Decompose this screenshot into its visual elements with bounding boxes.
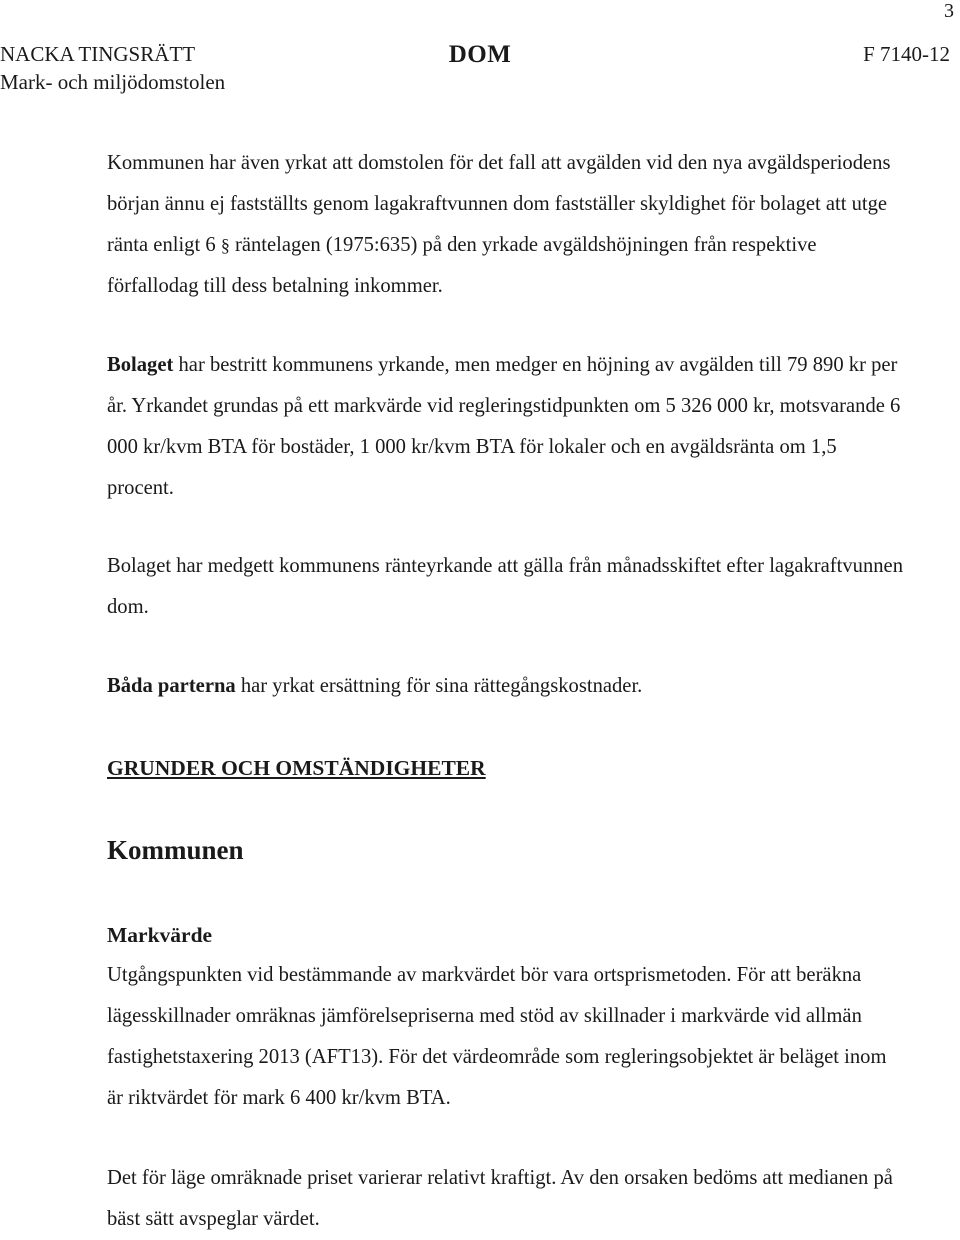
paragraph-text: har bestritt kommunens yrkande, men medger en höjning av avgälden till 79 890 kr per år. Yrkandet grundas på ett markvärde vid regleringstidpunkten om 5 326 000 kr, motsvarande 6 000 kr/kvm BTA för bostäder, 1 000 kr/kvm BTA för lokaler och en avgäldsränta om 1,5 procent.: [107, 354, 901, 499]
paragraph-company-objection: [107, 345, 907, 509]
paragraph-text: Det för läge omräknade priset varierar relativt kraftigt. Av den orsaken bedöms att medianen på bäst sätt avspeglar värdet.: [107, 1167, 893, 1230]
paragraph-interest-claim: [107, 143, 907, 307]
party-label-both: Båda parterna: [107, 675, 236, 697]
party-label-company: Bolaget: [107, 354, 174, 376]
section-heading-grounds: GRUNDER OCH OMSTÄNDIGHETER: [107, 756, 486, 780]
paragraph-text: Bolaget har medgett kommunens ränteyrkande att gälla från månadsskiftet efter lagakraftvunnen dom.: [107, 555, 903, 618]
subsection-heading-land-value: Markvärde: [107, 923, 213, 947]
paragraph-text: har yrkat ersättning för sina rättegångskostnader.: [235, 675, 643, 697]
paragraph-valuation-method: [107, 955, 907, 1119]
page-number: 3: [944, 0, 954, 22]
paragraph-text-rest: räntelagen (1975:635) på den yrkade avgäldshöjningen från respektive förfallodag till dess betalning inkommer.: [107, 234, 817, 297]
paragraph-sign: §: [220, 235, 230, 255]
paragraph-text: Kommunen har även yrkat att domstolen för det fall att avgälden vid den nya avgäldsperiodens början ännu ej fastställts genom lagakraftvunnen dom fastställer skyldighet för bolaget att utge ränta enligt 6: [107, 152, 891, 256]
document-type: DOM: [448, 41, 512, 68]
paragraph-text: Utgångspunkten vid bestämmande av markvärdet bör vara ortsprismetoden. För att beräkna lägesskillnader omräknas jämförelsepriserna med stöd av skillnader i markvärde vid allmän fastighetstaxering 2013 (AFT13). För det värdeområde som regleringsobjektet är beläget inom är riktvärdet för mark 6 400 kr/kvm BTA.: [107, 964, 887, 1109]
paragraph-company-consent: [107, 546, 907, 628]
paragraph-median: [107, 1158, 907, 1240]
case-number: F 7140-12: [863, 42, 950, 66]
paragraph-costs: [107, 666, 907, 707]
court-name: NACKA TINGSRÄTT: [0, 42, 196, 66]
section-heading-party: Kommunen: [107, 835, 244, 865]
court-division: Mark- och miljödomstolen: [0, 70, 226, 94]
